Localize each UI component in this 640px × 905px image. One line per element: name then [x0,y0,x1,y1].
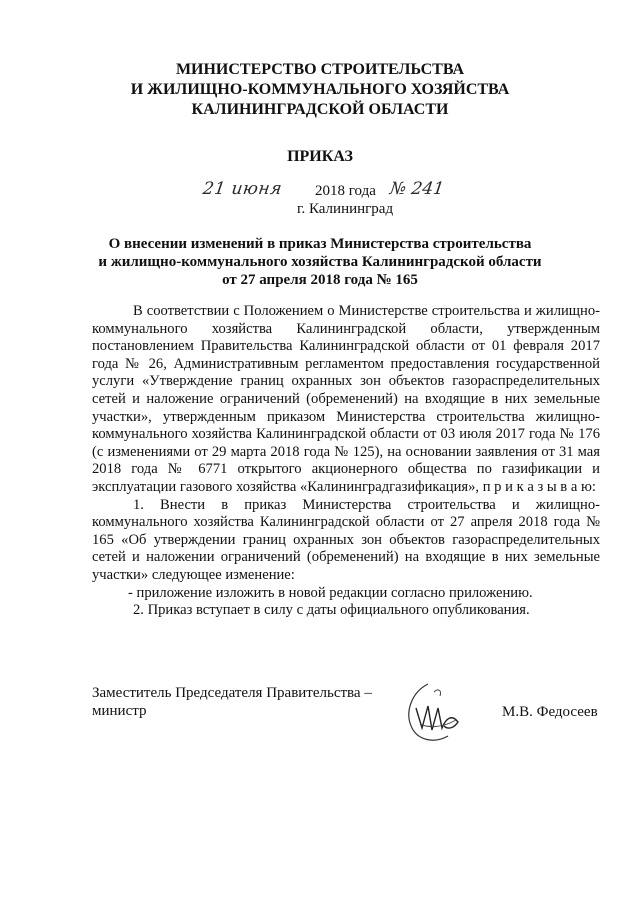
order-subject [0,235,640,289]
city: г. Калининград [297,201,394,217]
signatory-name: М.В. Федосеев [502,704,598,720]
item-2: 2. Приказ вступает в силу с даты официального опубликования. [133,602,530,619]
item-1-dash: - приложение изложить в новой редакции согласно приложению. [128,584,533,601]
handwritten-signature [398,678,470,748]
ministry-header [0,60,640,120]
number-sign: № [388,179,408,199]
order-body [92,303,600,620]
subject-line-1: О внесении изменений в приказ Министерства строительства [108,236,532,252]
handwritten-number [388,178,445,200]
handwritten-date: 21 июня [201,179,284,199]
printed-year: 2018 года [315,183,376,199]
subject-line-3: от 27 апреля 2018 года № 165 [222,272,418,288]
position-line-2: министр [92,703,147,719]
preamble-text: В соответствии с Положением о Министерстве строительства и жилищно-коммунального хозяйства Калининградской области, утвержденным постановлением Правительства Калининградской области от 01 февраля 2017 года № 26, Административным регламентом предоставления государственной услуги «Утверждение границ охранных зон объектов газораспределительных сетей и наложение ограничений (обременений) на входящие в них земельные участки», утвержденным приказом Министерства строительства жилищно-коммунального хозяйства Калининградской области от 03 июля 2017 года № 176 (с изменениями от 29 марта 2018 года № 125), на основании заявления от 31 мая 2018 года № 6771 открытого акционерного общества по газификации и эксплуатации газового хозяйства «Калининградгазификация», [92,303,600,495]
signatory-position [92,684,372,720]
order-title: ПРИКАЗ [287,148,353,165]
ministry-line-3: КАЛИНИНГРАДСКОЙ ОБЛАСТИ [191,101,449,118]
position-line-1: Заместитель Председателя Правительства – [92,685,372,701]
order-word: п р и к а з ы в а ю: [482,478,596,495]
preamble-paragraph [92,303,600,497]
number-value: 241 [410,179,446,199]
ministry-line-1: МИНИСТЕРСТВО СТРОИТЕЛЬСТВА [175,61,465,78]
item-1: 1. Внести в приказ Министерства строительства и жилищно-коммунального хозяйства Калининградской области от 27 апреля 2018 года № 165 «Об утверждении границ охранных зон объектов газораспределительных сетей и наложении ограничений (обременений) на входящие в них земельные участки» следующее изменение: [92,496,600,583]
ministry-line-2: И ЖИЛИЩНО-КОММУНАЛЬНОГО ХОЗЯЙСТВА [130,81,510,98]
subject-line-2: и жилищно-коммунального хозяйства Калининградской области [98,254,542,270]
